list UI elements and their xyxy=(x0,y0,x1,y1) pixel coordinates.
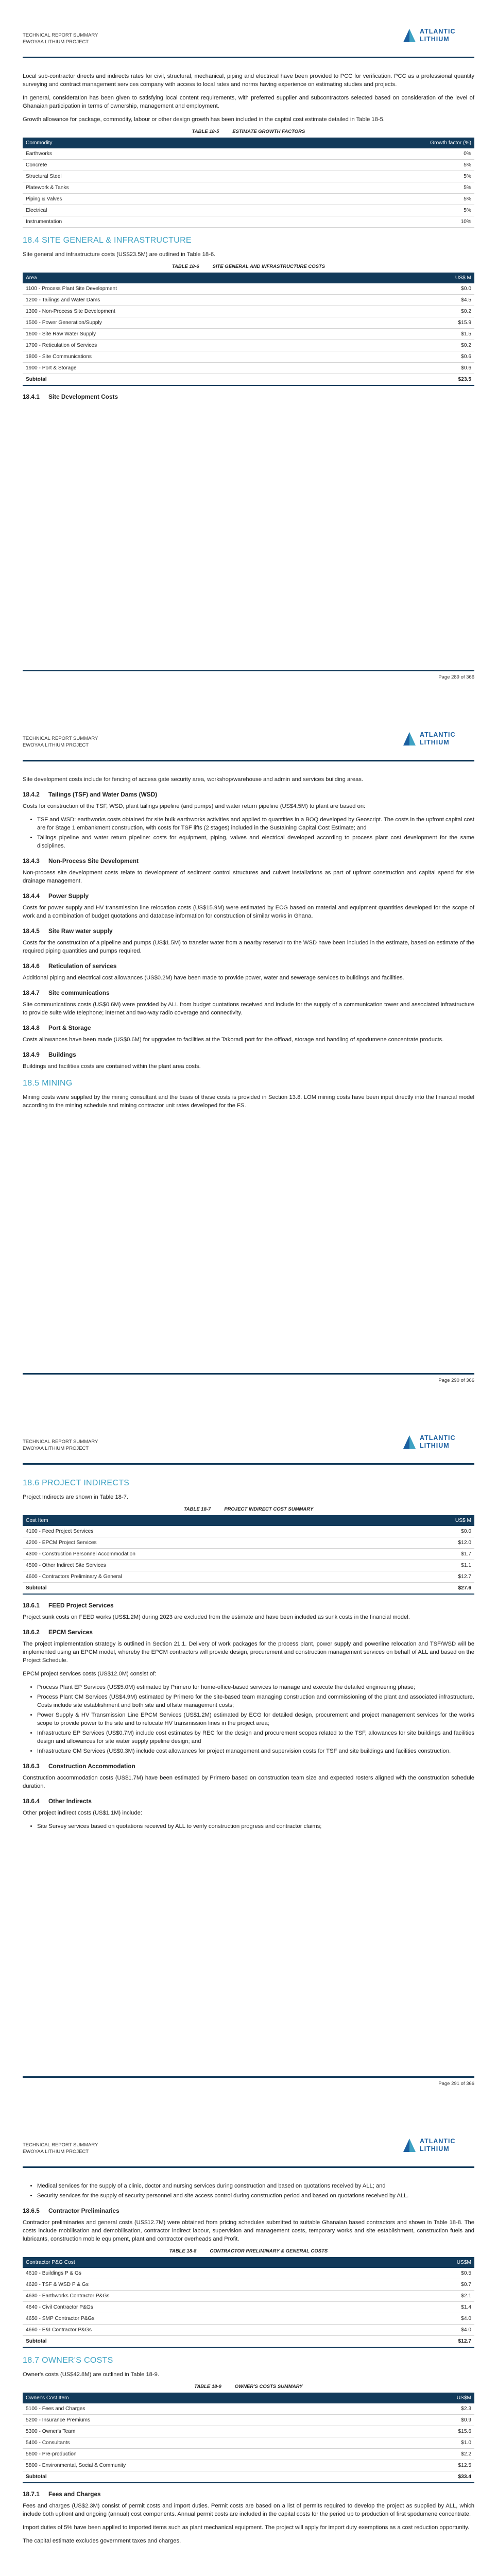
cell-value: $12.0 xyxy=(402,1537,474,1549)
page-footer xyxy=(23,670,474,685)
table-row xyxy=(23,2325,474,2336)
report-page-1 xyxy=(0,0,497,703)
footer-divider xyxy=(23,1373,474,1375)
cell-value: $2.3 xyxy=(401,2403,474,2415)
paragraph: Site development costs include for fencing of access gate security area, workshop/warehouse and admin and services building areas. xyxy=(23,776,364,783)
column-header: Cost Item xyxy=(23,1515,402,1526)
cell-area: 1500 - Power Generation/Supply xyxy=(23,317,390,329)
bullet-list xyxy=(23,816,474,850)
cell-value: $0.9 xyxy=(401,2415,474,2426)
logo-mark-icon xyxy=(402,1434,417,1450)
subsection-title: Contractor Preliminaries xyxy=(48,2207,119,2214)
cell-cost-item: 5100 - Fees and Charges xyxy=(23,2403,401,2415)
cell-cost-item: 5300 - Owner's Team xyxy=(23,2426,401,2437)
table-row xyxy=(23,1526,474,1537)
cell-area: 1600 - Site Raw Water Supply xyxy=(23,329,390,340)
paragraph: Non-process site development costs relate to development of sediment control structures and culvert installations as part of upfront construction and capital spend for site drainage management. xyxy=(23,870,474,884)
subsection-heading xyxy=(23,927,474,935)
subsection-number: 18.6.2 xyxy=(23,1629,40,1636)
column-header: Owner's Cost Item xyxy=(23,2393,401,2403)
cell-cost-item: 4100 - Feed Project Services xyxy=(23,1526,402,1537)
table-row xyxy=(23,340,474,351)
header-report-title: TECHNICAL REPORT SUMMARY xyxy=(23,736,98,741)
cell-commodity: Piping & Valves xyxy=(23,194,253,205)
subtotal-label: Subtotal xyxy=(23,2336,389,2348)
page-content xyxy=(23,1479,474,1836)
growth-factors-table xyxy=(23,138,474,228)
table-caption xyxy=(23,129,474,134)
subsection-heading xyxy=(23,989,474,996)
logo-text-atlantic: ATLANTIC xyxy=(420,731,456,738)
page-content xyxy=(23,2182,474,2550)
subsection-title: Buildings xyxy=(48,1051,76,1058)
list-item: • Infrastructure EP Services (US$0.7M) include cost estimates by REC for the design and procurement scopes related to the TSF, allowances for site buildings and facilities design and allowances for site water supply pipeline design; and xyxy=(37,1729,474,1745)
subsection-heading xyxy=(23,791,474,798)
logo-mark-icon xyxy=(402,731,417,747)
page-header xyxy=(23,731,474,753)
table-row xyxy=(23,216,474,228)
cell-value: $4.0 xyxy=(389,2313,474,2325)
cell-value: $0.2 xyxy=(390,340,474,351)
cell-value: $1.0 xyxy=(401,2437,474,2449)
subsection-title: Port & Storage xyxy=(48,1024,91,1031)
list-item: • Process Plant EP Services (US$5.0M) estimated by Primero for home-office-based services to manage and execute the detailed engineering phase; xyxy=(37,1683,474,1691)
cell-cost-item: 4200 - EPCM Project Services xyxy=(23,1537,402,1549)
subtotal-row xyxy=(23,374,474,386)
paragraph: Site communications costs (US$0.6M) were provided by ALL from budget quotations received and include for the supply of a communication tower and associated infrastructure to provide suite wide telephone; internet and two-way radio coverage and connectivity. xyxy=(23,1002,474,1016)
cell-cost-item: 5200 - Insurance Premiums xyxy=(23,2415,401,2426)
subsection-title: Other Indirects xyxy=(48,1798,92,1805)
atlantic-lithium-logo xyxy=(402,26,474,46)
table-row xyxy=(23,2302,474,2313)
paragraph: Construction accommodation costs (US$1.7M) have been estimated by Primero based on construction team size and expected rosters aligned with the construction schedule duration. xyxy=(23,1775,474,1789)
column-header: Commodity xyxy=(23,138,253,148)
table-row xyxy=(23,1537,474,1549)
cell-value: 0% xyxy=(253,148,474,160)
subsection-heading xyxy=(23,892,474,900)
subsection-heading xyxy=(23,1629,474,1636)
atlantic-lithium-logo xyxy=(402,729,474,750)
logo-text-lithium: LITHIUM xyxy=(420,1442,450,1449)
subtotal-row xyxy=(23,2471,474,2483)
table-row xyxy=(23,2313,474,2325)
cell-value: $15.6 xyxy=(401,2426,474,2437)
paragraph: Mining costs were supplied by the mining consultant and the basis of these costs is provided in Section 13.8. LOM mining costs have been input directly into the financial model according to the mining schedule and mining contractor unit rates developed for the FS. xyxy=(23,1094,474,1109)
cell-value: 5% xyxy=(253,194,474,205)
subsection-title: Tailings (TSF) and Water Dams (WSD) xyxy=(48,791,158,798)
table-number: TABLE 18-5 xyxy=(192,129,219,134)
subsection-title: Non-Process Site Development xyxy=(48,857,139,865)
cell-area: 1700 - Reticulation of Services xyxy=(23,340,390,351)
cell-value: $1.4 xyxy=(389,2302,474,2313)
cell-value: 5% xyxy=(253,171,474,182)
column-header: US$M xyxy=(401,2393,474,2403)
cell-value: $1.1 xyxy=(402,1560,474,1571)
paragraph: Local sub-contractor directs and indirects rates for civil, structural, mechanical, piping and electrical have been provided to PCC for verification. PCC as a professional quantity surveying and contract management services company with access to local rates and norms having experience on estimating studies and projects. xyxy=(23,73,474,88)
cell-value: $0.2 xyxy=(390,306,474,317)
cell-value: $2.1 xyxy=(389,2291,474,2302)
subsection-title: Reticulation of services xyxy=(48,962,117,970)
cell-cost-item: 4300 - Construction Personnel Accommodation xyxy=(23,1549,402,1560)
site-infrastructure-costs-table xyxy=(23,273,474,386)
paragraph: Contractor preliminaries and general costs (US$12.7M) were obtained from pricing schedules submitted to suitable Ghanaian based contractors and shown in Table 18-8. The costs include mobilisation and demobilisation, contractor indirect labour, supervision and management costs, temporary works and site establishment, construction fuels and lubricants, construction mobile equipment, plant and contractor overheads and Profit. xyxy=(23,2219,474,2242)
table-caption xyxy=(23,2248,474,2254)
cell-commodity: Concrete xyxy=(23,160,253,171)
table-row xyxy=(23,363,474,374)
paragraph: Other project indirect costs (US$1.1M) include: xyxy=(23,1810,142,1816)
logo-text-atlantic: ATLANTIC xyxy=(420,2138,456,2145)
report-page-2 xyxy=(0,703,497,1406)
logo-text-atlantic: ATLANTIC xyxy=(420,1434,456,1442)
subsection-heading xyxy=(23,2207,474,2214)
cell-cost-item: 5800 - Environmental, Social & Community xyxy=(23,2460,401,2471)
table-number: TABLE 18-8 xyxy=(169,2248,197,2254)
table-row xyxy=(23,2437,474,2449)
table-row xyxy=(23,2291,474,2302)
subsection-heading xyxy=(23,1602,474,1609)
paragraph: Buildings and facilities costs are contained within the plant area costs. xyxy=(23,1063,201,1070)
cell-cost-item: 4660 - E&I Contractor P&Gs xyxy=(23,2325,389,2336)
cell-value: $12.5 xyxy=(401,2460,474,2471)
column-header: Growth factor (%) xyxy=(253,138,474,148)
subtotal-value: $27.6 xyxy=(402,1583,474,1595)
subsection-title: Power Supply xyxy=(48,892,89,900)
cell-cost-item: 4630 - Earthworks Contractor P&Gs xyxy=(23,2291,389,2302)
cell-cost-item: 4640 - Civil Contractor P&Gs xyxy=(23,2302,389,2313)
subsection-title: Construction Accommodation xyxy=(48,1762,135,1770)
bullet-list xyxy=(23,1822,474,1831)
header-divider xyxy=(23,57,474,58)
owners-costs-table xyxy=(23,2393,474,2483)
paragraph: Costs for construction of the TSF, WSD, plant tailings pipeline (and pumps) and water return pipeline (US$4.5M) to plant are based on: xyxy=(23,803,366,809)
cell-value: $4.0 xyxy=(389,2325,474,2336)
logo-text-lithium: LITHIUM xyxy=(420,2145,450,2153)
header-project-name: EWOYAA LITHIUM PROJECT xyxy=(23,742,89,748)
atlantic-lithium-logo xyxy=(402,2136,474,2156)
table-row xyxy=(23,2460,474,2471)
cell-value: $15.9 xyxy=(390,317,474,329)
paragraph: Project sunk costs on FEED works (US$1.2M) during 2023 are excluded from the estimate and have been included as sunk costs in the financial model. xyxy=(23,1614,410,1620)
paragraph: EPCM project services costs (US$12.0M) consist of: xyxy=(23,1671,157,1677)
cell-commodity: Electrical xyxy=(23,205,253,216)
list-item: • Tailings pipeline and water return pipeline: costs for equipment, piping, valves and electrical developed according to process plant cost development for the same disciplines. xyxy=(37,834,474,850)
subtotal-value: $23.5 xyxy=(390,374,474,386)
header-divider xyxy=(23,2166,474,2168)
subtotal-value: $12.7 xyxy=(389,2336,474,2348)
list-item: • Infrastructure CM Services (US$0.3M) include cost allowances for project management and supervision costs for TSF and site buildings and facilities construction. xyxy=(37,1747,474,1755)
list-item: • Site Survey services based on quotations received by ALL to verify construction progress and contractor claims; xyxy=(37,1822,474,1831)
header-report-title: TECHNICAL REPORT SUMMARY xyxy=(23,2142,98,2148)
paragraph: Costs for power supply and HV transmission line relocation costs (US$15.9M) were estimated by ECG based on material and equipment quantities developed for the scope of work and a combination of budget quotations and database information for construction of similar works in Ghana. xyxy=(23,905,474,919)
header-report-title: TECHNICAL REPORT SUMMARY xyxy=(23,1439,98,1445)
cell-value: 5% xyxy=(253,160,474,171)
cell-commodity: Instrumentation xyxy=(23,216,253,228)
contractor-pg-costs-table xyxy=(23,2257,474,2348)
paragraph: Site general and infrastructure costs (US$23.5M) are outlined in Table 18-6. xyxy=(23,251,216,258)
cell-commodity: Earthworks xyxy=(23,148,253,160)
section-heading: 18.7 OWNER'S COSTS xyxy=(23,2356,113,2365)
subsection-number: 18.6.1 xyxy=(23,1602,40,1609)
table-row xyxy=(23,351,474,363)
list-item: • TSF and WSD: earthworks costs obtained for site bulk earthworks activities and applied to quantities in a BOQ developed by Geoscript. The costs in the upfront capital cost are for Stage 1 embankment construction, with costs for TSF lifts (2 stages) included in the Sustaining Capital Cost Estimate; and xyxy=(37,816,474,832)
cell-commodity: Structural Steel xyxy=(23,171,253,182)
table-row xyxy=(23,2268,474,2279)
header-project-name: EWOYAA LITHIUM PROJECT xyxy=(23,39,89,45)
paragraph: The capital estimate excludes government taxes and charges. xyxy=(23,2538,181,2544)
subsection-number: 18.4.7 xyxy=(23,989,40,996)
subsection-heading xyxy=(23,1024,474,1031)
table-row xyxy=(23,2449,474,2460)
page-footer xyxy=(23,2076,474,2092)
table-row xyxy=(23,1560,474,1571)
cell-value: $0.0 xyxy=(402,1526,474,1537)
list-item: • Power Supply & HV Transmission Line EPCM Services (US$1.2M) estimated by ECG for detailed design, procurement and project management services for the works scope to provide power to the site and to relocate HV transmission lines in the project area; xyxy=(37,1711,474,1727)
subsection-number: 18.4.5 xyxy=(23,927,40,935)
page-content xyxy=(23,72,474,404)
table-title: ESTIMATE GROWTH FACTORS xyxy=(232,129,305,134)
subsection-heading xyxy=(23,1762,474,1770)
table-row xyxy=(23,2403,474,2415)
table-title: OWNER'S COSTS SUMMARY xyxy=(234,2384,303,2389)
paragraph: Additional piping and electrical cost allowances (US$0.2M) have been made to provide power, water and sewerage services to buildings and facilities. xyxy=(23,975,404,981)
cell-cost-item: 4620 - TSF & WSD P & Gs xyxy=(23,2279,389,2291)
cell-commodity: Platework & Tanks xyxy=(23,182,253,194)
atlantic-lithium-logo xyxy=(402,1432,474,1453)
table-caption xyxy=(23,2384,474,2389)
subsection-number: 18.4.6 xyxy=(23,962,40,970)
column-header: US$ M xyxy=(390,273,474,283)
column-header: Contractor P&G Cost xyxy=(23,2257,389,2268)
page-header xyxy=(23,28,474,49)
project-indirect-cost-table xyxy=(23,1515,474,1595)
table-title: CONTRACTOR PRELIMINARY & GENERAL COSTS xyxy=(210,2248,328,2254)
paragraph: Costs for the construction of a pipeline and pumps (US$1.5M) to transfer water from a nearby reservoir to the WSD have been included in the estimate, based on estimate of the required piping quantities and pumps required. xyxy=(23,940,474,954)
subtotal-row xyxy=(23,2336,474,2348)
table-caption xyxy=(23,1506,474,1512)
cell-area: 1100 - Process Plant Site Development xyxy=(23,283,390,295)
cell-area: 1900 - Port & Storage xyxy=(23,363,390,374)
page-header xyxy=(23,1434,474,1456)
paragraph: The project implementation strategy is outlined in Section 21.1. Delivery of work packages for the process plant, power supply and powerline relocation and TSF/WSD will be implemented using an EPCM model, whereby the EPCM contractors will provide design, procurement and construction management services on behalf of ALL and based on the Project Schedule. xyxy=(23,1641,474,1664)
page-number: Page 290 of 366 xyxy=(438,1378,474,1383)
subsection-title: FEED Project Services xyxy=(48,1602,114,1609)
logo-text-lithium: LITHIUM xyxy=(420,739,450,746)
table-row xyxy=(23,306,474,317)
table-row xyxy=(23,283,474,295)
subtotal-value: $33.4 xyxy=(401,2471,474,2483)
subsection-heading xyxy=(23,1798,474,1805)
subsection-number: 18.4.2 xyxy=(23,791,40,798)
subsection-number: 18.4.8 xyxy=(23,1024,40,1031)
table-row xyxy=(23,182,474,194)
table-row xyxy=(23,1549,474,1560)
subsection-title: EPCM Services xyxy=(48,1629,93,1636)
subtotal-label: Subtotal xyxy=(23,1583,402,1595)
cell-cost-item: 5600 - Pre-production xyxy=(23,2449,401,2460)
footer-divider xyxy=(23,670,474,671)
cell-value: $1.7 xyxy=(402,1549,474,1560)
table-number: TABLE 18-6 xyxy=(172,264,199,269)
header-project-name: EWOYAA LITHIUM PROJECT xyxy=(23,1446,89,1451)
cell-value: $4.5 xyxy=(390,295,474,306)
table-title: SITE GENERAL AND INFRASTRUCTURE COSTS xyxy=(212,264,325,269)
table-row xyxy=(23,194,474,205)
paragraph: In general, consideration has been given to satisfying local content requirements, with preferred supplier and subcontractors selected based on consideration of the level of Ghanaian participation in terms of ownership, management and employment. xyxy=(23,95,474,109)
cell-value: $0.0 xyxy=(390,283,474,295)
table-title: PROJECT INDIRECT COST SUMMARY xyxy=(224,1506,314,1512)
header-divider xyxy=(23,1463,474,1465)
column-header: US$ M xyxy=(402,1515,474,1526)
logo-mark-icon xyxy=(402,28,417,43)
subsection-number: 18.4.9 xyxy=(23,1051,40,1058)
page-number: Page 291 of 366 xyxy=(438,2081,474,2087)
table-row xyxy=(23,295,474,306)
table-number: TABLE 18-7 xyxy=(183,1506,211,1512)
cell-value: $2.2 xyxy=(401,2449,474,2460)
subsection-number: 18.6.3 xyxy=(23,1762,40,1770)
table-row xyxy=(23,171,474,182)
table-row xyxy=(23,160,474,171)
column-header: US$M xyxy=(389,2257,474,2268)
subtotal-label: Subtotal xyxy=(23,374,390,386)
report-page-3 xyxy=(0,1406,497,2110)
subsection-number: 18.4.3 xyxy=(23,857,40,865)
table-row xyxy=(23,317,474,329)
table-number: TABLE 18-9 xyxy=(194,2384,221,2389)
page-content xyxy=(23,775,474,1115)
subsection-number: 18.7.1 xyxy=(23,2490,40,2498)
table-row xyxy=(23,2279,474,2291)
cell-value: 10% xyxy=(253,216,474,228)
cell-value: 5% xyxy=(253,205,474,216)
subsection-heading xyxy=(23,1051,474,1058)
table-row xyxy=(23,205,474,216)
paragraph: Project Indirects are shown in Table 18-7. xyxy=(23,1494,129,1500)
cell-area: 1800 - Site Communications xyxy=(23,351,390,363)
cell-value: $0.6 xyxy=(390,363,474,374)
cell-value: $0.6 xyxy=(390,351,474,363)
cell-area: 1300 - Non-Process Site Development xyxy=(23,306,390,317)
bullet-list xyxy=(23,1683,474,1755)
page-footer xyxy=(23,1373,474,1388)
subsection-heading xyxy=(23,962,474,970)
header-project-name: EWOYAA LITHIUM PROJECT xyxy=(23,2149,89,2155)
table-row xyxy=(23,329,474,340)
cell-value: $1.5 xyxy=(390,329,474,340)
subsection-number: 18.4.1 xyxy=(23,393,40,400)
subsection-title: Site Development Costs xyxy=(48,393,118,400)
subtotal-label: Subtotal xyxy=(23,2471,401,2483)
cell-value: $12.7 xyxy=(402,1571,474,1583)
section-heading: 18.6 PROJECT INDIRECTS xyxy=(23,1479,130,1487)
cell-area: 1200 - Tailings and Water Dams xyxy=(23,295,390,306)
report-page-4 xyxy=(0,2110,497,2576)
subsection-heading xyxy=(23,393,474,400)
logo-text-atlantic: ATLANTIC xyxy=(420,28,456,35)
header-report-title: TECHNICAL REPORT SUMMARY xyxy=(23,32,98,38)
page-number: Page 289 of 366 xyxy=(438,674,474,680)
subsection-title: Fees and Charges xyxy=(48,2490,101,2498)
header-divider xyxy=(23,760,474,761)
cell-cost-item: 5400 - Consultants xyxy=(23,2437,401,2449)
cell-cost-item: 4500 - Other Indirect Site Services xyxy=(23,1560,402,1571)
section-heading: 18.4 SITE GENERAL & INFRASTRUCTURE xyxy=(23,236,192,245)
logo-mark-icon xyxy=(402,2138,417,2153)
page-header xyxy=(23,2138,474,2159)
subsection-title: Site Raw water supply xyxy=(48,927,113,935)
subsection-number: 18.6.5 xyxy=(23,2207,40,2214)
subsection-number: 18.6.4 xyxy=(23,1798,40,1805)
table-row xyxy=(23,1571,474,1583)
cell-cost-item: 4650 - SMP Contractor P&Gs xyxy=(23,2313,389,2325)
cell-cost-item: 4600 - Contractors Preliminary & General xyxy=(23,1571,402,1583)
column-header: Area xyxy=(23,273,390,283)
logo-text-lithium: LITHIUM xyxy=(420,36,450,43)
paragraph: Import duties of 5% have been applied to imported items such as plant mechanical equipment. The project will apply for import duty exemptions as a cost reduction opportunity. xyxy=(23,2524,470,2531)
table-row xyxy=(23,2415,474,2426)
cell-value: $0.5 xyxy=(389,2268,474,2279)
section-heading: 18.5 MINING xyxy=(23,1079,73,1088)
footer-divider xyxy=(23,2076,474,2078)
table-row xyxy=(23,2426,474,2437)
subtotal-row xyxy=(23,1583,474,1595)
paragraph: Owner's costs (US$42.8M) are outlined in Table 18-9. xyxy=(23,2371,159,2378)
subsection-heading xyxy=(23,2490,474,2498)
subsection-heading xyxy=(23,857,474,865)
bullet-list xyxy=(23,2182,474,2200)
paragraph: Costs allowances have been made (US$0.6M) for upgrades to facilities at the Takoradi port for the offload, storage and handling of spodumene concentrate products. xyxy=(23,1037,444,1043)
cell-value: 5% xyxy=(253,182,474,194)
paragraph: Fees and charges (US$2.3M) consist of permit costs and import duties. Permit costs are based on a list of permits required to develop the project as supplied by ALL, which include both upfront and ongoing (annual) cost components. Annual permit costs are included in the capital costs for the period up to production of first spodumene concentrate. xyxy=(23,2503,474,2517)
cell-value: $0.7 xyxy=(389,2279,474,2291)
subsection-title: Site communications xyxy=(48,989,110,996)
paragraph: Growth allowance for package, commodity, labour or other design growth has been included in the capital cost estimate detailed in Table 18-5. xyxy=(23,116,385,123)
list-item: • Medical services for the supply of a clinic, doctor and nursing services during construction and based on quotations received by ALL; and xyxy=(37,2182,474,2190)
table-row xyxy=(23,148,474,160)
subsection-number: 18.4.4 xyxy=(23,892,40,900)
table-caption xyxy=(23,264,474,269)
list-item: • Process Plant CM Services (US$4.9M) estimated by Primero for the site-based team managing construction and commissioning of the plant and associated infrastructure. Costs include site establishment and both site and offsite management costs; xyxy=(37,1693,474,1709)
list-item: • Security services for the supply of security personnel and site access control during construction period and based on quotations received by ALL. xyxy=(37,2192,474,2200)
cell-cost-item: 4610 - Buildings P & Gs xyxy=(23,2268,389,2279)
